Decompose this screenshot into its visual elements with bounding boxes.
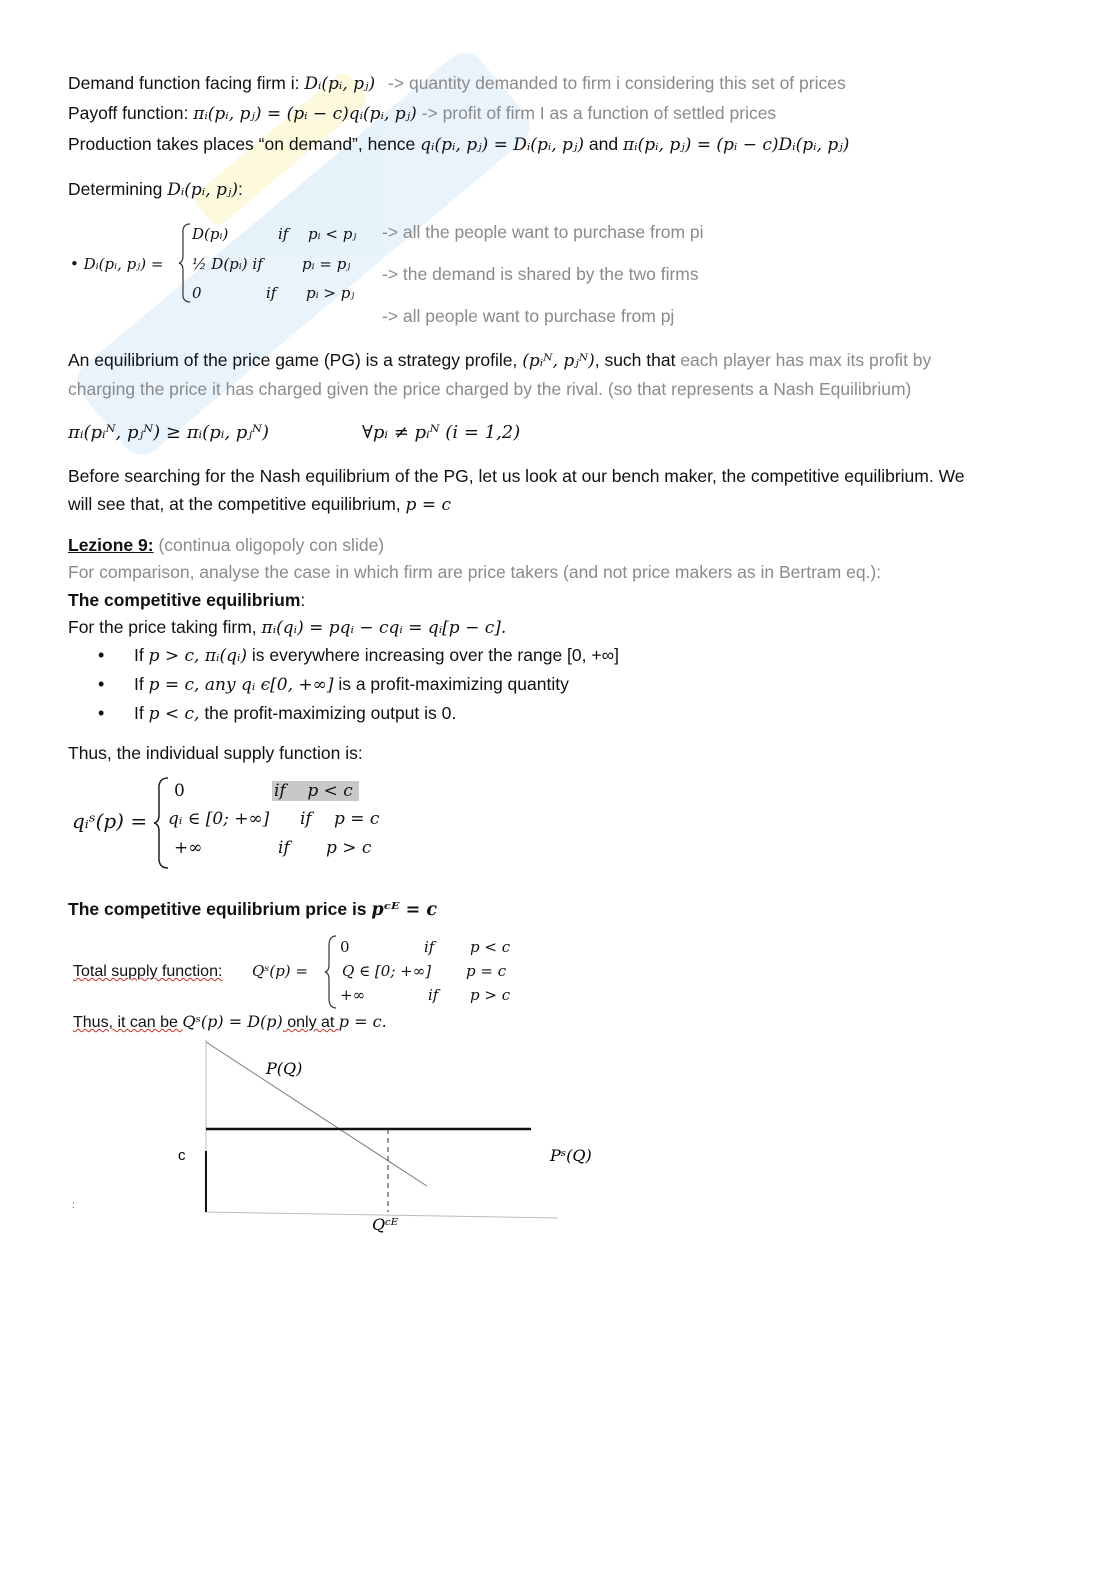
before-line-1: Before searching for the Nash equilibrium of the PG, let us look at our bench maker, the competitive equilibrium. We: [68, 466, 965, 486]
row3-if: if: [266, 284, 277, 302]
thus-supply: Thus, the individual supply function is:: [68, 743, 363, 763]
thus-text: Thus, it can be: [73, 1014, 183, 1031]
indiv-r2-value: qᵢ ∈ [0; +∞]: [168, 809, 270, 829]
ce-price-formula: pᶜᴱ = c: [371, 900, 438, 920]
stray-marks: :: [72, 1200, 75, 1211]
competitive-heading-line: [68, 589, 305, 611]
lesson-title-line: [68, 534, 384, 556]
indiv-r1-if: if: [274, 781, 286, 801]
bullet-pre: If: [134, 674, 149, 694]
ce-price-text: The competitive equilibrium price is: [68, 899, 372, 919]
total-r3-value: +∞: [340, 986, 366, 1004]
lesson-title: Lezione 9:: [68, 535, 154, 555]
bullet-post: is everywhere increasing over the range [0, +∞]: [247, 645, 619, 665]
payoff-formula: πᵢ(pᵢ, pⱼ) = (pᵢ − c)qᵢ(pᵢ, pⱼ): [193, 104, 417, 124]
determining-line: [68, 178, 243, 201]
y-tick-c: c: [178, 1147, 186, 1164]
determining-formula: Dᵢ(pᵢ, pⱼ): [167, 180, 239, 200]
production-formula-2: πᵢ(pᵢ, pⱼ) = (pᵢ − c)Dᵢ(pᵢ, pⱼ): [623, 135, 850, 155]
total-lhs: Qˢ(p) =: [252, 962, 308, 980]
indiv-r2-cond: p = c: [334, 809, 380, 829]
brace-icon: [178, 222, 192, 304]
total-r1-if: if: [424, 938, 435, 956]
determining-colon: :: [238, 179, 243, 199]
equilibrium-gray-2: charging the price it has charged given the price charged by the rival. (so that represents a Nash Equilibrium): [68, 379, 912, 399]
equilibrium-line-1: [68, 349, 931, 372]
ce-price-line: [68, 898, 437, 921]
total-r3-if: if: [428, 986, 439, 1004]
competitive-heading: The competitive equilibrium: [68, 590, 301, 610]
list-item: [98, 644, 619, 673]
list-item: [98, 702, 619, 731]
brace-icon: [324, 934, 338, 1010]
demand-formula: Dᵢ(pᵢ, pⱼ): [304, 74, 376, 94]
row1-if: if: [278, 225, 289, 243]
demand-note: -> quantity demanded to firm i considering this set of prices: [388, 73, 846, 93]
row2-cond: pᵢ = pⱼ: [302, 255, 351, 273]
bullet-math: p < c,: [148, 704, 200, 724]
note-2: -> the demand is shared by the two firms: [382, 264, 699, 284]
bullet-math: p = c, any qᵢ ϵ[0, +∞]: [148, 675, 334, 695]
equilibrium-forall: ∀pᵢ ≠ pᵢᴺ (i = 1,2): [362, 422, 521, 443]
indiv-r3-if: if: [278, 838, 290, 858]
total-r1-value: 0: [340, 938, 350, 956]
bullet-post: the profit-maximizing output is 0.: [199, 703, 457, 723]
heading-colon: :: [300, 590, 306, 610]
bullet-post: is a profit-maximizing quantity: [333, 674, 569, 694]
total-r2-cond: p = c: [466, 962, 507, 980]
indiv-r1-cond: p < c: [307, 781, 353, 801]
thus-formula: Qˢ(p) = D(p): [182, 1012, 283, 1031]
bullet-pre: If: [134, 703, 149, 723]
total-r2-value: Q ∈ [0; +∞]: [342, 962, 432, 980]
production-and: and: [584, 134, 623, 154]
note-3: -> all people want to purchase from pj: [382, 306, 675, 326]
before-line-2: [68, 493, 451, 516]
demand-curve: [206, 1042, 427, 1186]
price-taking-formula: πᵢ(qᵢ) = pqᵢ − cqᵢ = qᵢ[p − c].: [261, 618, 507, 638]
indiv-r1-highlight: [272, 781, 359, 801]
equilibrium-gray-1: each player has max its profit by: [680, 350, 932, 370]
indiv-r1-value: 0: [174, 781, 185, 801]
indiv-r2-if: if: [300, 809, 312, 829]
before-text: will see that, at the competitive equilibrium,: [68, 494, 406, 514]
total-supply-label: Total supply function:: [73, 963, 223, 980]
indiv-lhs: qᵢˢ(p) =: [72, 809, 148, 833]
indiv-r3-cond: p > c: [326, 838, 372, 858]
row3-cond: pᵢ > pⱼ: [306, 284, 355, 302]
lesson-subtitle: (continua oligopoly con slide): [153, 535, 385, 555]
row1-cond: pᵢ < pⱼ: [308, 225, 357, 243]
demand-line: [68, 72, 846, 95]
x-tick-qce: Qᶜᴱ: [372, 1215, 399, 1234]
total-r1-cond: p < c: [470, 938, 511, 956]
note-1: -> all the people want to purchase from pi: [382, 222, 704, 242]
total-r3-cond: p > c: [470, 986, 511, 1004]
price-taking-line: [68, 616, 506, 639]
payoff-note: -> profit of firm I as a function of settled prices: [421, 103, 777, 123]
demand-label: P(Q): [266, 1059, 303, 1078]
production-formula-1: qᵢ(pᵢ, pⱼ) = Dᵢ(pᵢ, pⱼ): [420, 135, 585, 155]
payoff-label: Payoff function:: [68, 103, 194, 123]
row1-value: D(pᵢ): [192, 225, 229, 243]
production-label: Production takes places “on demand”, hence: [68, 134, 421, 154]
list-item: [98, 673, 619, 702]
piecewise-lhs: • Dᵢ(pᵢ, pⱼ) =: [70, 255, 164, 273]
before-formula: p = c: [405, 495, 451, 515]
supply-label: Pˢ(Q): [550, 1146, 592, 1165]
bullet-pre: If: [134, 645, 149, 665]
production-line: [68, 133, 849, 156]
total-supply-label-wrap: [73, 961, 222, 983]
indiv-r3-value: +∞: [174, 838, 203, 858]
equilibrium-text-2: , such that: [594, 350, 681, 370]
thus-only: only at: [282, 1014, 339, 1031]
condition-list: [98, 644, 619, 731]
thus-end: p = c.: [338, 1012, 387, 1031]
payoff-line: [68, 102, 776, 125]
equilibrium-text: An equilibrium of the price game (PG) is a strategy profile,: [68, 350, 523, 370]
row2-value: ½ D(pᵢ) if: [192, 255, 263, 273]
demand-label: Demand function facing firm i:: [68, 73, 305, 93]
bullet-math: p > c, πᵢ(qᵢ): [148, 646, 248, 666]
determining-label: Determining: [68, 179, 168, 199]
price-taking-text: For the price taking firm,: [68, 617, 262, 637]
row3-value: 0: [192, 284, 202, 302]
equilibrium-profile: (pᵢᴺ, pⱼᴺ): [522, 351, 595, 371]
equilibrium-chart: [0, 1030, 700, 1250]
equilibrium-inequality: πᵢ(pᵢᴺ, pⱼᴺ) ≥ πᵢ(pᵢ, pⱼᴺ): [68, 422, 269, 443]
lesson-comparison: For comparison, analyse the case in which firm are price takers (and not price makers as in Bertram eq.):: [68, 562, 882, 582]
